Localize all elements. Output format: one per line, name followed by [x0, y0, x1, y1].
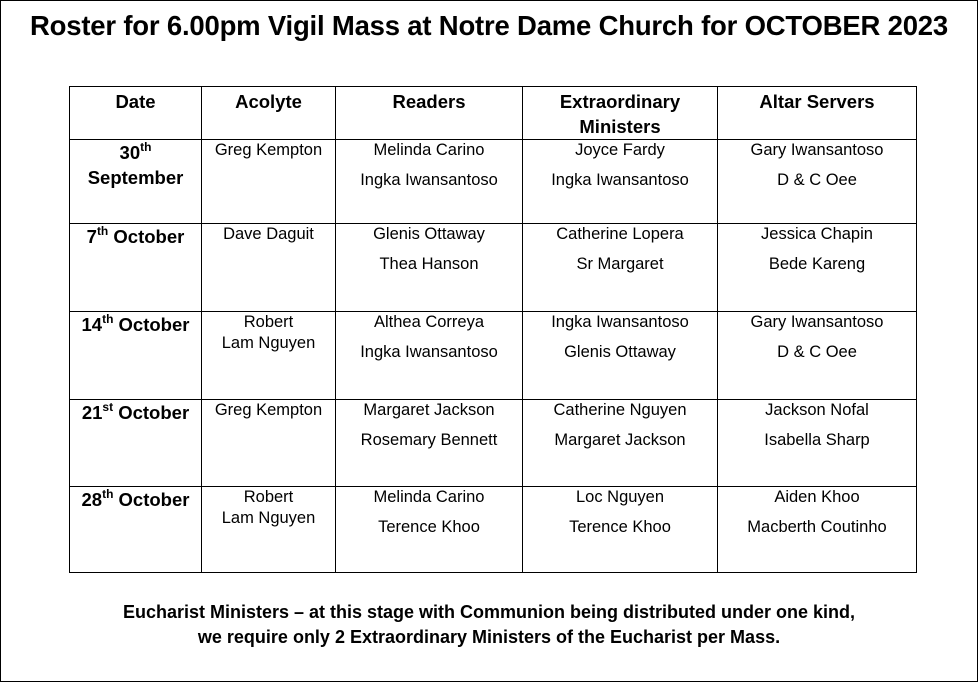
minister-name: Margaret Jackson	[554, 431, 686, 449]
date-cell	[70, 400, 202, 487]
table-row	[70, 487, 917, 573]
altar-server-name: D & C Oee	[777, 343, 857, 361]
minister-name: Ingka Iwansantoso	[551, 171, 689, 189]
acolyte-name: Lam Nguyen	[221, 334, 316, 352]
ministers-cell	[523, 224, 718, 312]
date-suffix: st	[102, 399, 114, 414]
altar-server-name: Isabella Sharp	[764, 431, 870, 449]
acolyte-cell	[202, 487, 336, 573]
minister-name: Joyce Fardy	[575, 141, 665, 159]
date-suffix: th	[140, 139, 152, 154]
table-row	[70, 400, 917, 487]
date-month: September	[87, 167, 184, 188]
header-ministers-label: Extraordinary Ministers	[559, 91, 681, 137]
date-cell	[70, 224, 202, 312]
altar-server-name: Jackson Nofal	[765, 401, 869, 419]
altar-servers-cell	[718, 400, 917, 487]
header-readers: Readers	[336, 87, 523, 140]
minister-name: Catherine Nguyen	[553, 401, 687, 419]
table-row	[70, 312, 917, 400]
reader-name: Glenis Ottaway	[373, 225, 485, 243]
table-row	[70, 140, 917, 224]
acolyte-name: Greg Kempton	[214, 141, 323, 159]
readers-cell	[336, 487, 523, 573]
minister-name: Glenis Ottaway	[564, 343, 676, 361]
acolyte-name: Greg Kempton	[214, 401, 323, 419]
minister-name: Sr Margaret	[576, 255, 664, 273]
altar-server-name: D & C Oee	[777, 171, 857, 189]
reader-name: Thea Hanson	[379, 255, 479, 273]
table-row	[70, 224, 917, 312]
reader-name: Rosemary Bennett	[360, 431, 498, 449]
reader-name: Ingka Iwansantoso	[360, 343, 498, 361]
reader-name: Ingka Iwansantoso	[360, 171, 498, 189]
altar-server-name: Bede Kareng	[768, 255, 866, 273]
date-day: 21	[81, 402, 103, 423]
readers-cell	[336, 224, 523, 312]
readers-cell	[336, 140, 523, 224]
date-day: 30	[119, 142, 141, 163]
date-cell	[70, 140, 202, 224]
date-day: 14	[81, 314, 103, 335]
acolyte-name: Lam Nguyen	[221, 509, 316, 527]
altar-servers-cell	[718, 312, 917, 400]
date-day: 28	[81, 489, 103, 510]
ministers-cell	[523, 140, 718, 224]
header-date: Date	[70, 87, 202, 140]
minister-name: Catherine Lopera	[556, 225, 684, 243]
date-month: October	[113, 226, 185, 247]
reader-name: Althea Correya	[373, 313, 485, 331]
roster-table	[69, 86, 917, 573]
reader-name: Melinda Carino	[373, 141, 485, 159]
acolyte-cell	[202, 224, 336, 312]
altar-server-name: Gary Iwansantoso	[750, 313, 884, 331]
acolyte-cell	[202, 140, 336, 224]
minister-name: Terence Khoo	[569, 518, 671, 536]
reader-name: Margaret Jackson	[363, 401, 495, 419]
readers-cell	[336, 312, 523, 400]
date-suffix: th	[96, 223, 109, 238]
header-altar-servers: Altar Servers	[718, 87, 917, 140]
ministers-cell	[523, 400, 718, 487]
header-row	[70, 87, 917, 140]
footer-line-2: we require only 2 Extraordinary Ministers of the Eucharist per Mass.	[197, 627, 781, 647]
date-day: 7	[86, 226, 97, 247]
minister-name: Ingka Iwansantoso	[551, 313, 689, 331]
date-suffix: th	[102, 486, 114, 501]
acolyte-name: Robert	[243, 488, 294, 506]
date-cell	[70, 312, 202, 400]
altar-servers-cell	[718, 487, 917, 573]
altar-server-name: Aiden Khoo	[774, 488, 860, 506]
footer-line-1: Eucharist Ministers – at this stage with Communion being distributed under one kind,	[122, 602, 856, 622]
acolyte-cell	[202, 400, 336, 487]
altar-server-name: Gary Iwansantoso	[750, 141, 884, 159]
altar-servers-cell	[718, 224, 917, 312]
page-title: Roster for 6.00pm Vigil Mass at Notre Dame Church for OCTOBER 2023	[30, 10, 948, 41]
date-month: October	[118, 314, 190, 335]
date-month: October	[118, 489, 190, 510]
date-month: October	[118, 402, 190, 423]
reader-name: Terence Khoo	[378, 518, 480, 536]
reader-name: Melinda Carino	[373, 488, 485, 506]
readers-cell	[336, 400, 523, 487]
header-ministers	[523, 87, 718, 140]
header-acolyte: Acolyte	[202, 87, 336, 140]
date-suffix: th	[102, 311, 114, 326]
acolyte-cell	[202, 312, 336, 400]
acolyte-name: Dave Daguit	[223, 225, 314, 243]
minister-name: Loc Nguyen	[575, 488, 665, 506]
date-cell	[70, 487, 202, 573]
acolyte-name: Robert	[243, 313, 294, 331]
ministers-cell	[523, 487, 718, 573]
footer-note	[0, 600, 978, 650]
altar-server-name: Jessica Chapin	[761, 225, 873, 243]
altar-server-name: Macberth Coutinho	[747, 518, 887, 536]
ministers-cell	[523, 312, 718, 400]
altar-servers-cell	[718, 140, 917, 224]
